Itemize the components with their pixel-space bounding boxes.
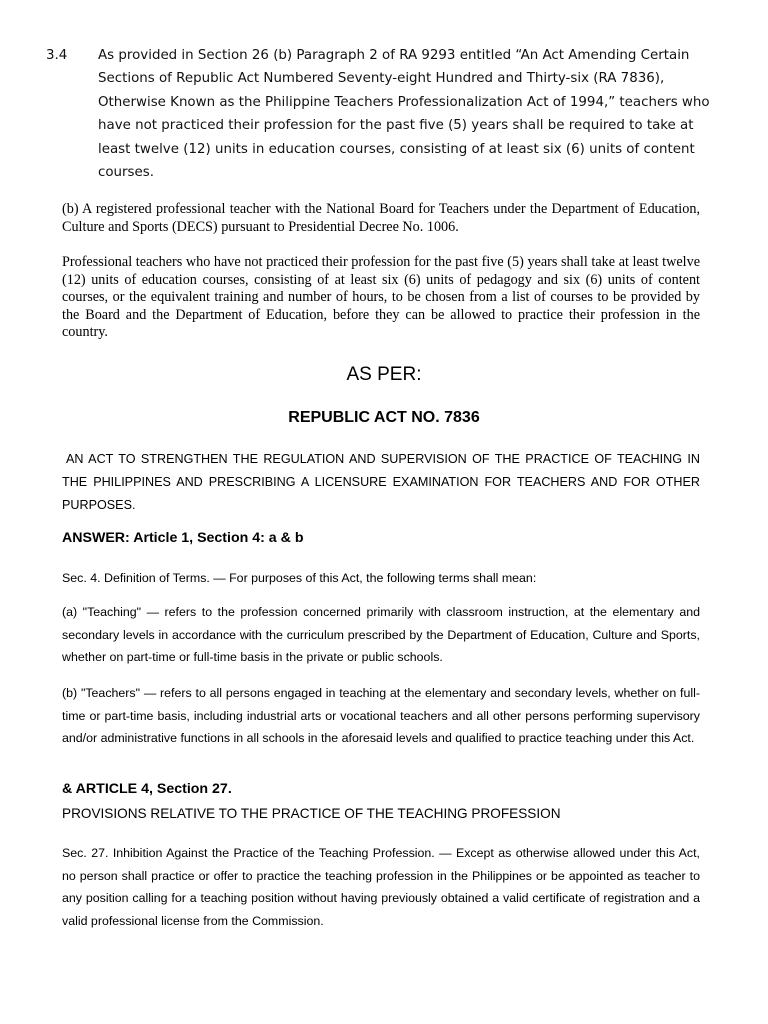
section-number: 3.4 bbox=[46, 48, 68, 63]
definition-teaching: (a) "Teaching" — refers to the profession concerned primarily with classroom instruction, at the elementary and secondary levels in accordance with the curriculum prescribed by the Department of Education, Culture and Sports, whether on part-time or full-time basis in the private or public schools. bbox=[62, 605, 700, 665]
section-3-4-text: As provided in Section 26 (b) Paragraph 2 of RA 9293 entitled “An Act Amending Certain Sections of Republic Act Numbered Seventy-eight Hundred and Thirty-six (RA 7836), Otherwise Known as the Philippine Teachers Professionalization Act of 1994,” teachers who have not practiced their profession for the past five (5) years shall be required to take at least twelve (12) units in education courses, consisting of at least six (6) units of content courses. bbox=[98, 48, 710, 181]
republic-act-title: REPUBLIC ACT NO. 7836 bbox=[288, 409, 480, 426]
act-description: AN ACT TO STRENGTHEN THE REGULATION AND SUPERVISION OF THE PRACTICE OF TEACHING IN THE PHILIPPINES AND PRESCRIBING A LICENSURE EXAMINATION FOR TEACHERS AND FOR OTHER PURPOSES. bbox=[62, 452, 700, 513]
article-4-heading: & ARTICLE 4, Section 27. bbox=[62, 781, 232, 797]
paragraph-b: (b) A registered professional teacher with the National Board for Teachers under the Department of Education, Culture and Sports (DECS) pursuant to Presidential Decree No. 1006. bbox=[62, 201, 700, 235]
provisions-heading: PROVISIONS RELATIVE TO THE PRACTICE OF THE TEACHING PROFESSION bbox=[62, 806, 561, 821]
section-4-intro: Sec. 4. Definition of Terms. — For purposes of this Act, the following terms shall mean: bbox=[62, 571, 537, 585]
definition-teachers: (b) "Teachers" — refers to all persons engaged in teaching at the elementary and secondary levels, whether on full-time or part-time basis, including industrial arts or vocational teachers and all other persons performing supervisory and/or administrative functions in all schools in the aforesaid levels and qualified to practice teaching under this Act. bbox=[62, 686, 700, 746]
as-per-heading: AS PER: bbox=[346, 364, 422, 385]
paragraph-professional-teachers: Professional teachers who have not practiced their profession for the past five (5) years shall take at least twelve (12) units of education courses, consisting of at least six (6) units of pedagogy and six (6) units of content courses, or the equivalent training and number of hours, to be chosen from a list of courses to be provided by the Board and the Department of Education, before they can be allowed to practice their profession in the country. bbox=[62, 254, 700, 341]
answer-heading: ANSWER: Article 1, Section 4: a & b bbox=[62, 530, 304, 546]
section-27-text: Sec. 27. Inhibition Against the Practice of the Teaching Profession. — Except as otherwise allowed under this Act, no person shall practice or offer to practice the teaching profession in the Philippines or be appointed as teacher to any position calling for a teaching position without having previously obtained a valid certificate of registration and a valid professional license from the Commission. bbox=[62, 846, 700, 928]
